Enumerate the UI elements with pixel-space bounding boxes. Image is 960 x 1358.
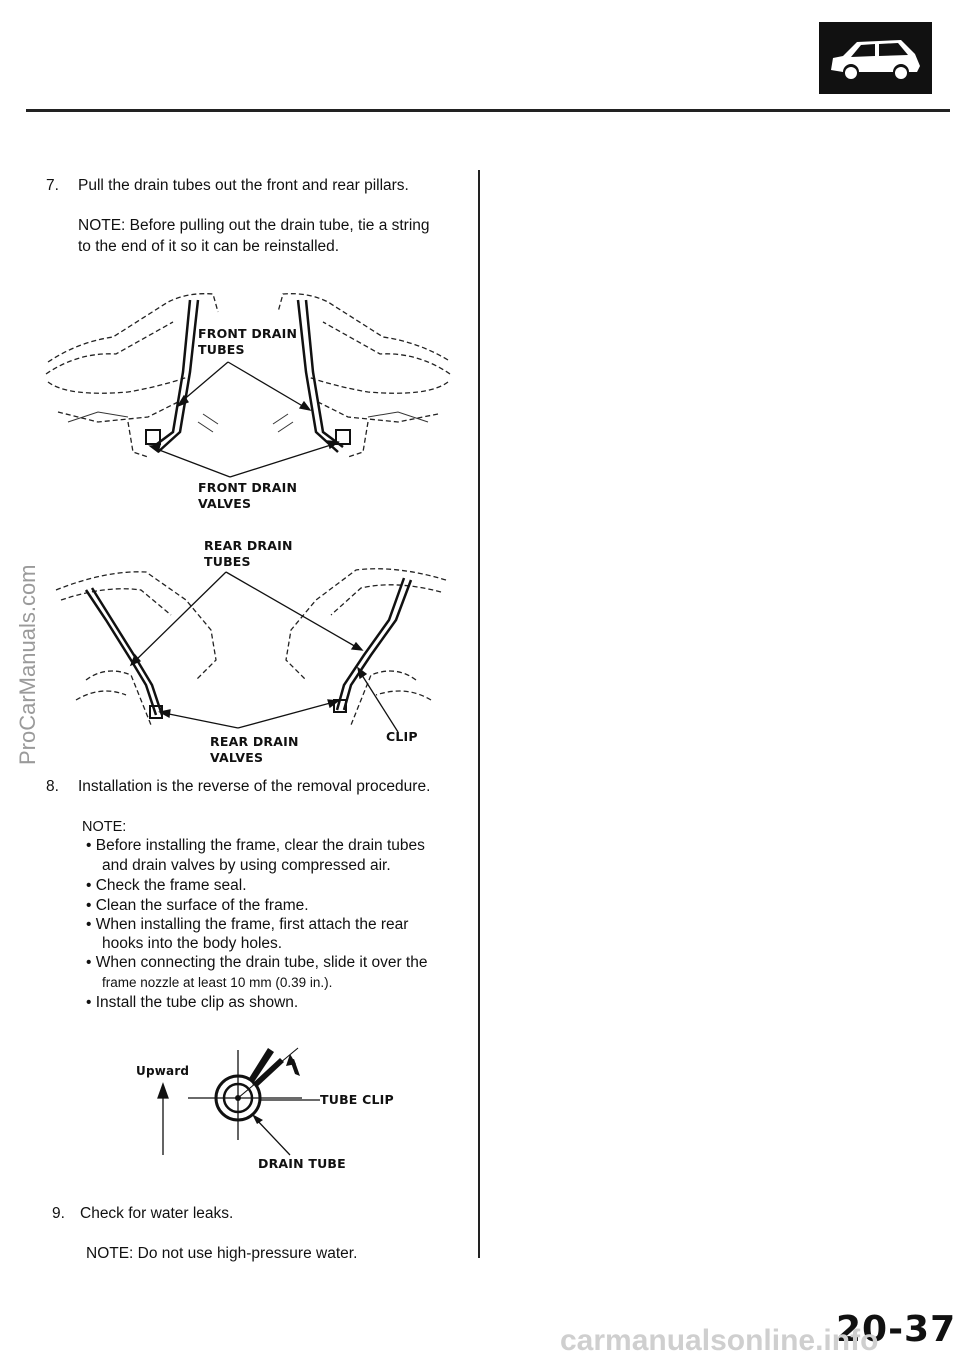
note-text: NOTE: Do not use high-pressure water. — [86, 1245, 358, 1262]
front-drain-valves-label: VALVES — [198, 496, 252, 511]
rear-drain-valves-label: VALVES — [210, 750, 264, 765]
watermark-side: ProCarManuals.com — [15, 564, 40, 765]
note-label: NOTE: — [82, 819, 127, 835]
note-bullet: • Clean the surface of the frame. — [86, 897, 309, 914]
step-text: Installation is the reverse of the removal procedure. — [78, 778, 431, 795]
note-bullet: and drain valves by using compressed air. — [102, 857, 391, 874]
note-bullet: • When connecting the drain tube, slide it over the — [86, 954, 428, 971]
rear-drain-tubes-label: TUBES — [204, 554, 251, 569]
note-bullet: • Check the frame seal. — [86, 877, 247, 894]
column-divider — [478, 170, 480, 1258]
step-text: Check for water leaks. — [80, 1205, 234, 1222]
note-bullet: hooks into the body holes. — [102, 935, 283, 952]
step-number: 7. — [46, 177, 59, 194]
note-bullet: • When installing the frame, first attach the rear — [86, 916, 409, 933]
drain-tube-label: DRAIN TUBE — [258, 1156, 346, 1171]
tube-clip-label: TUBE CLIP — [320, 1092, 394, 1107]
clip-label: CLIP — [386, 729, 418, 744]
rear-drain-tubes-illustration — [46, 550, 466, 750]
front-drain-tubes-label: FRONT DRAIN — [198, 326, 298, 341]
watermark-bottom: carmanualsonline.info — [560, 1324, 879, 1357]
front-drain-valves-label: FRONT DRAIN — [198, 480, 298, 495]
header-rule — [26, 109, 950, 112]
note-bullet: • Before installing the frame, clear the drain tubes — [86, 837, 425, 854]
note-bullet: frame nozzle at least 10 mm (0.39 in.). — [102, 975, 333, 990]
front-drain-tubes-label: TUBES — [198, 342, 245, 357]
step-text: Pull the drain tubes out the front and rear pillars. — [78, 177, 409, 194]
note-text: NOTE: Before pulling out the drain tube, tie a string — [78, 217, 430, 234]
page-number: 20-37 — [836, 1309, 957, 1350]
step-number: 9. — [52, 1205, 65, 1222]
note-text: to the end of it so it can be reinstalled. — [78, 238, 340, 255]
step-number: 8. — [46, 778, 59, 795]
car-silhouette-icon — [819, 22, 932, 94]
rear-drain-valves-label: REAR DRAIN — [210, 734, 299, 749]
note-bullet: • Install the tube clip as shown. — [86, 994, 299, 1011]
rear-drain-tubes-label: REAR DRAIN — [204, 538, 293, 553]
upward-label: Upward — [136, 1064, 190, 1078]
